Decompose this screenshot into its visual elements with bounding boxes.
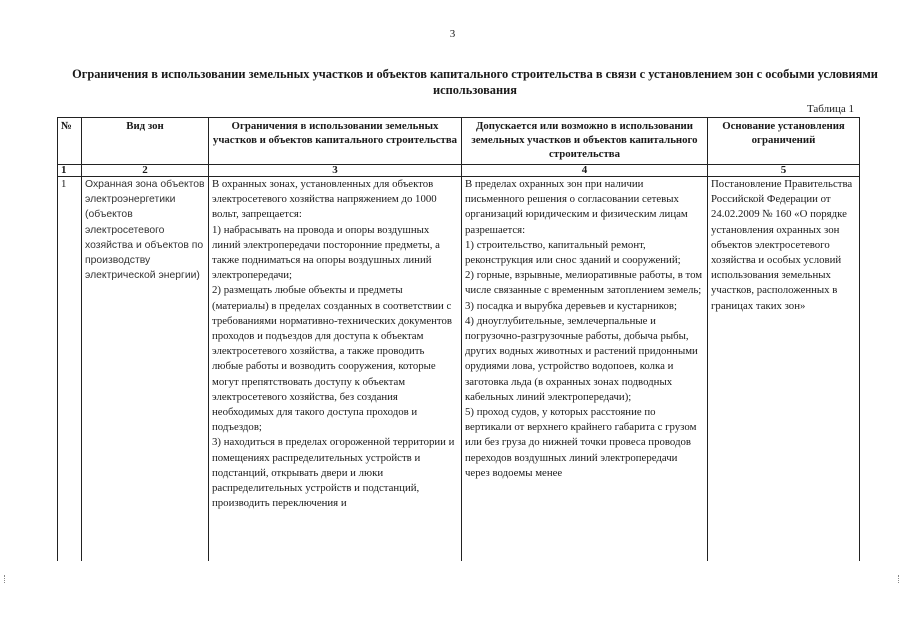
restrictions-cell: [209, 177, 462, 562]
allowed-paragraph: В пределах охранных зон при наличии письменного решения о согласовании сетевых организаций юридическим и физическим лицам разрешается:: [465, 178, 688, 236]
row-number: 1: [58, 177, 82, 562]
zone-type-cell: Охранная зона объектов электроэнергетики (объектов электросетевого хозяйства и объектов по производству электрической энергии): [82, 177, 209, 562]
page-number: 3: [449, 28, 456, 40]
allowed-paragraph: 1) строительство, капитальный ремонт, реконструкция или снос зданий и сооружений;: [465, 238, 681, 267]
restrictions-paragraph: 2) размещать любые объекты и предметы (материалы) в пределах созданных в соответствии с требованиями нормативно-технических документов проходов и подъездов для доступа к объектам электросетевого хозяйства, а также проводить любые работы и возводить сооружения, которые могут препятствовать доступу к объектам электросетевого хозяйства, без создания необходимых для такого доступа проходов и подъездов;: [212, 284, 453, 434]
allowed-paragraph: 5) проход судов, у которых расстояние по вертикали от верхнего крайнего габарита с грузом или без груза до нижней точки провеса проводов переходов воздушных линий электропередачи через водоемы менее: [465, 406, 697, 479]
column-number: 5: [708, 165, 860, 177]
document-title: Ограничения в использовании земельных участков и объектов капитального строительства в связи с установлением зон с особыми условиями использования: [72, 67, 878, 97]
allowed-paragraph: 2) горные, взрывные, мелиоративные работы, в том числе связанные с временным затоплением земель;: [465, 269, 703, 297]
restrictions-paragraph: 3) находиться в пределах огороженной территории и помещениях распределительных устройств и подстанций, открывать двери и люки распределительных устройств и подстанций, производить переключения и: [212, 436, 455, 510]
allowed-paragraph: 3) посадка и вырубка деревьев и кустарников;: [465, 299, 677, 312]
header-allowed: Допускается или возможно в использовании земельных участков и объектов капитального строительства: [462, 118, 708, 165]
table-row: [58, 177, 860, 562]
column-number: 2: [82, 165, 209, 177]
restrictions-table: [57, 117, 860, 561]
basis-cell: Постановление Правительства Российской Федерации от 24.02.2009 № 160 «О порядке установления охранных зон объектов электросетевого хозяйства и особых условий использования земельных участков, расположенных в границах таких зон»: [708, 177, 860, 562]
column-number: 4: [462, 165, 708, 177]
column-number: 3: [209, 165, 462, 177]
scan-margin-mark: [898, 575, 901, 583]
header-basis: Основание установления ограничений: [708, 118, 860, 165]
table-label: Таблица 1: [806, 103, 854, 115]
column-number: 1: [58, 165, 82, 177]
restrictions-paragraph: 1) набрасывать на провода и опоры воздушных линий электропередачи посторонние предметы, а также подниматься на опоры воздушных линий электропередачи;: [212, 223, 440, 282]
allowed-cell: [462, 177, 708, 562]
scan-margin-mark: [4, 575, 7, 583]
restrictions-paragraph: В охранных зонах, установленных для объектов электросетевого хозяйства напряжением до 1000 вольт, запрещается:: [212, 178, 437, 221]
allowed-paragraph: 4) дноуглубительные, землечерпальные и погрузочно-разгрузочные работы, добыча рыбы, других водных животных и растений придонными орудиями лова, устройство водопоев, колка и заготовка льда (в охранных зонах подводных кабельных линий электропередачи);: [465, 314, 698, 403]
header-number: №: [58, 118, 82, 165]
header-restrictions: Ограничения в использовании земельных участков и объектов капитального строительства: [209, 118, 462, 165]
column-number-row: [58, 165, 860, 177]
header-zone-type: Вид зон: [82, 118, 209, 165]
table-header-row: [58, 118, 860, 165]
